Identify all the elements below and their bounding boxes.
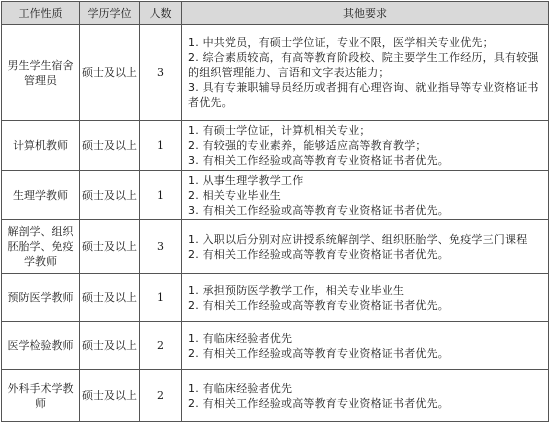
requirements-cell [182, 25, 549, 121]
position-cell: 预防医学教师 [2, 274, 80, 322]
table-row [2, 370, 549, 422]
count-cell: 1 [140, 121, 182, 171]
requirements-cell [182, 121, 549, 171]
requirements-cell [182, 220, 549, 274]
count-cell: 2 [140, 370, 182, 422]
requirements-cell [182, 370, 549, 422]
count-cell: 1 [140, 171, 182, 220]
requirement-line: 3. 具有专兼职辅导员经历或者拥有心理咨询、就业指导等专业资格证书者优先。 [188, 81, 539, 109]
table-row [2, 220, 549, 274]
header-count: 人数 [140, 2, 182, 25]
recruitment-table [1, 1, 549, 422]
degree-cell: 硕士及以上 [80, 25, 140, 121]
requirement-line: 2. 有相关工作经验或高等教育专业资格证书者优先。 [188, 298, 449, 312]
table-row [2, 121, 549, 171]
requirement-line: 1. 中共党员，有硕士学位证，专业不限，医学相关专业优先； [188, 36, 494, 49]
requirements-cell [182, 274, 549, 322]
degree-cell: 硕士及以上 [80, 171, 140, 220]
requirement-line: 2. 有相关工作经验或高等教育专业资格证书者优先。 [188, 396, 449, 410]
degree-cell: 硕士及以上 [80, 322, 140, 370]
position-cell: 计算机教师 [2, 121, 80, 171]
position-cell: 男生学生宿舍管理员 [2, 25, 80, 121]
count-cell: 2 [140, 322, 182, 370]
requirement-line: 2. 相关专业毕业生 [188, 188, 281, 202]
requirement-line: 1. 有硕士学位证，计算机相关专业； [188, 124, 371, 137]
requirement-line: 1. 有临床经验者优先 [188, 381, 293, 395]
table-row [2, 25, 549, 121]
position-cell: 生理学教师 [2, 171, 80, 220]
requirement-line: 2. 有较强的专业素养，能够适应高等教育教学； [188, 139, 427, 152]
degree-cell: 硕士及以上 [80, 370, 140, 422]
requirement-line: 1. 有临床经验者优先 [188, 331, 293, 345]
requirement-line: 1. 入职以后分别对应讲授系统解剖学、组织胚胎学、免疫学三门课程 [188, 232, 528, 246]
table-row [2, 322, 549, 370]
position-cell: 外科手术学教师 [2, 370, 80, 422]
degree-cell: 硕士及以上 [80, 274, 140, 322]
requirement-line: 3. 有相关工作经验或高等教育专业资格证书者优先。 [188, 154, 449, 167]
requirement-line: 2. 有相关工作经验或高等教育专业资格证书者优先。 [188, 247, 449, 261]
count-cell: 1 [140, 274, 182, 322]
table-row [2, 274, 549, 322]
requirement-line: 2. 有相关工作经验或高等教育专业资格证书者优先。 [188, 346, 449, 360]
header-position: 工作性质 [2, 2, 80, 25]
requirements-cell [182, 322, 549, 370]
header-degree: 学历学位 [80, 2, 140, 25]
requirement-line: 3. 有相关工作经验或高等教育专业资格证书者优先。 [188, 203, 449, 217]
table-header-row [2, 2, 549, 25]
degree-cell: 硕士及以上 [80, 121, 140, 171]
requirement-line: 1. 从事生理学教学工作 [188, 173, 304, 187]
position-cell: 医学检验教师 [2, 322, 80, 370]
requirement-line: 1. 承担预防医学教学工作，相关专业毕业生 [188, 283, 405, 297]
requirement-line: 2. 综合素质较高，有高等教育阶段校、院主要学生工作经历，具有较强的组织管理能力、言语和文字表达能力； [188, 51, 539, 79]
requirements-cell [182, 171, 549, 220]
degree-cell: 硕士及以上 [80, 220, 140, 274]
count-cell: 3 [140, 25, 182, 121]
count-cell: 3 [140, 220, 182, 274]
header-requirements: 其他要求 [182, 2, 549, 25]
position-cell: 解剖学、组织胚胎学、免疫学教师 [2, 220, 80, 274]
table-row [2, 171, 549, 220]
